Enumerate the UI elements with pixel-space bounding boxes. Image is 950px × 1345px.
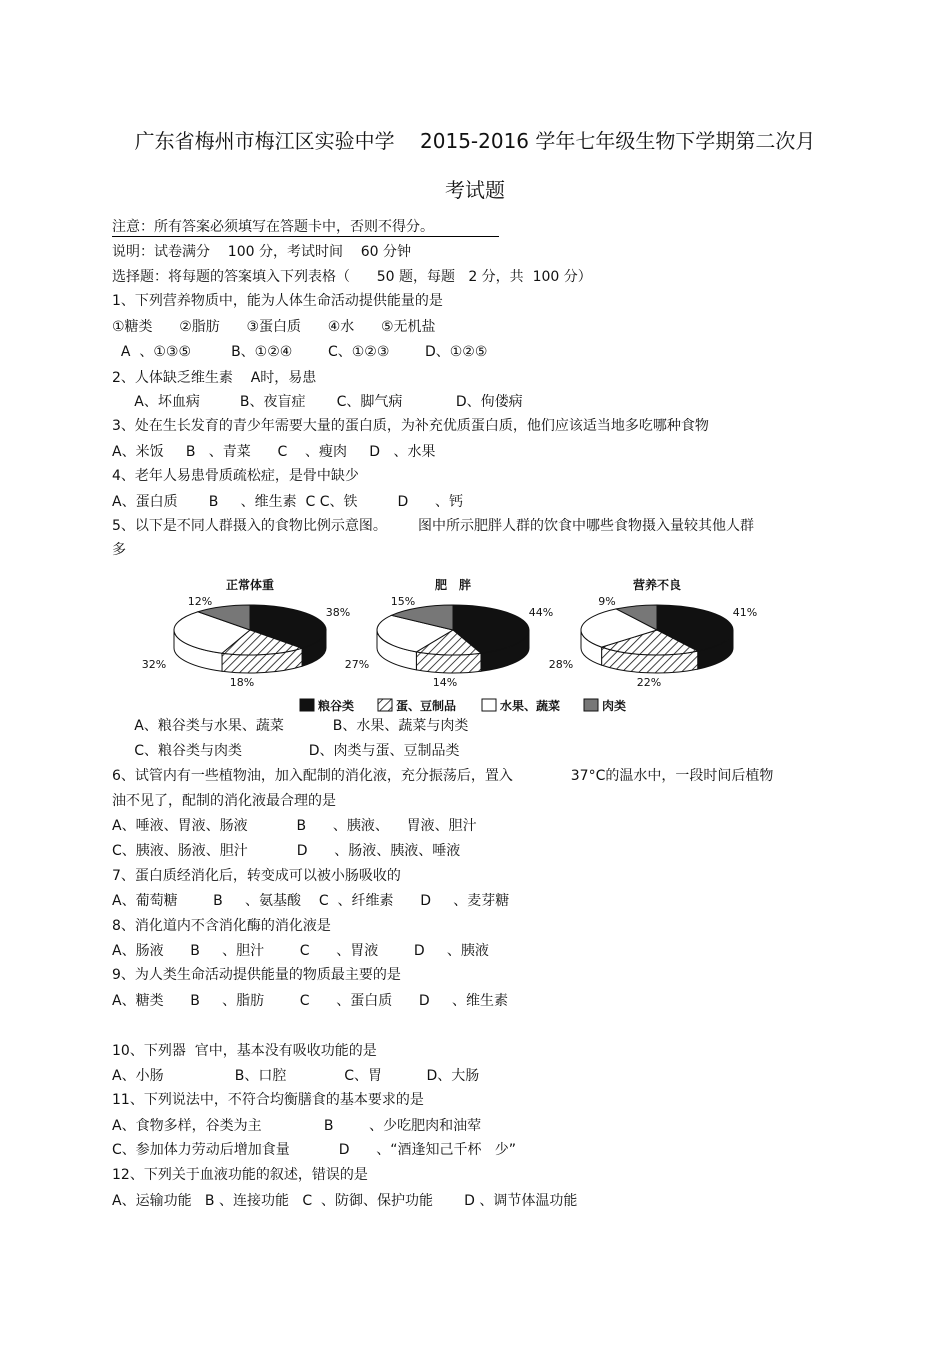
pie-value-label: 38%	[325, 606, 351, 619]
legend-swatch	[482, 699, 496, 711]
pie-value-label: 44%	[528, 606, 554, 619]
note-text: 注意：所有答案必须填写在答题卡中，否则不得分。	[112, 219, 434, 235]
question-option: A、葡萄糖 B 、氨基酸 C 、纤维素 D 、麦芽糖	[112, 893, 510, 909]
pie-value-label: 28%	[548, 658, 574, 671]
question-option: A、小肠 B、口腔 C、胃 D、大肠	[112, 1068, 480, 1084]
pie-value-label: 41%	[732, 606, 758, 619]
pie-value-label: 18%	[229, 676, 255, 689]
question-option: C、粮谷类与肉类 D、肉类与蛋、豆制品类	[112, 743, 460, 759]
question-stem: 9、为人类生命活动提供能量的物质最主要的是	[112, 967, 401, 983]
pie-charts-figure	[141, 572, 790, 722]
page-title-line2: 考试题	[445, 178, 505, 202]
question-stem: 4、老年人易患骨质疏松症，是骨中缺少	[112, 468, 359, 484]
question-stem: 5、以下是不同人群摄入的食物比例示意图。 图中所示肥胖人群的饮食中哪些食物摄入量较其他人群	[112, 518, 755, 534]
page-title-line1: 广东省梅州市梅江区实验中学 2015-2016 学年七年级生物下学期第二次月	[134, 129, 816, 153]
explain-text: 说明：试卷满分 100 分，考试时间 60 分钟	[112, 244, 412, 260]
question-stem: 11、下列说法中，不符合均衡膳食的基本要求的是	[112, 1092, 424, 1108]
legend-label: 水果、蔬菜	[500, 699, 561, 713]
pie-title: 营养不良	[632, 578, 682, 592]
pie-value-label: 12%	[187, 595, 213, 608]
question-option: A、坏血病 B、夜盲症 C、脚气病 D、佝偻病	[112, 394, 523, 410]
question-stem: 1、下列营养物质中，能为人体生命活动提供能量的是	[112, 293, 443, 309]
pie-value-label: 14%	[432, 676, 458, 689]
question-option: A、食物多样，谷类为主 B 、少吃肥肉和油荤	[112, 1118, 482, 1134]
legend-swatch	[378, 699, 392, 711]
section-text: 选择题：将每题的答案填入下列表格（ 50 题，每题 2 分，共 100 分）	[112, 269, 592, 285]
legend-swatch	[300, 699, 314, 711]
pie-value-label: 27%	[344, 658, 370, 671]
question-stem: 7、蛋白质经消化后，转变成可以被小肠吸收的	[112, 868, 401, 884]
pie-value-label: 15%	[390, 595, 416, 608]
question-option: A、运输功能 B 、连接功能 C 、防御、保护功能 D 、调节体温功能	[112, 1193, 578, 1209]
pie-value-label: 22%	[636, 676, 662, 689]
question-stem: 3、处在生长发育的青少年需要大量的蛋白质，为补充优质蛋白质，他们应该适当地多吃哪种食物	[112, 418, 709, 434]
question-option: C、参加体力劳动后增加食量 D 、“酒逢知己千杯 少”	[112, 1142, 517, 1158]
pie-title: 肥 胖	[434, 578, 472, 592]
question-stem-cont: 多	[112, 542, 126, 558]
question-option: C、胰液、肠液、胆汁 D 、肠液、胰液、唾液	[112, 843, 461, 859]
question-stem: 10、下列器 官中，基本没有吸收功能的是	[112, 1043, 377, 1059]
question-option: A、糖类 B 、脂肪 C 、蛋白质 D 、维生素	[112, 993, 508, 1009]
question-option: A、米饭 B 、青菜 C 、瘦肉 D 、水果	[112, 444, 436, 460]
question-stem: 2、人体缺乏维生素 A时，易患	[112, 370, 317, 386]
question-stem: 8、消化道内不含消化酶的消化液是	[112, 918, 331, 934]
question-option: A、粮谷类与水果、蔬菜 B、水果、蔬菜与肉类	[112, 718, 469, 734]
question-stem-cont: 油不见了，配制的消化液最合理的是	[112, 793, 336, 809]
legend-label: 肉类	[602, 699, 627, 713]
question-option: A、唾液、胃液、肠液 B 、胰液、 胃液、胆汁	[112, 818, 477, 834]
legend-label: 蛋、豆制品	[396, 699, 457, 713]
note-underline	[112, 236, 499, 237]
question-option: A 、①③⑤ B、①②④ C、①②③ D、①②⑤	[112, 344, 488, 360]
question-option: A、蛋白质 B 、维生素 C C、铁 D 、钙	[112, 494, 464, 510]
legend-swatch	[584, 699, 598, 711]
question-stem: 6、试管内有一些植物油，加入配制的消化液，充分振荡后，置入 37°C的温水中，一段时间后植物	[112, 768, 774, 784]
pie-value-label: 9%	[598, 595, 616, 608]
question-stem: 12、下列关于血液功能的叙述，错误的是	[112, 1167, 368, 1183]
legend-label: 粮谷类	[318, 699, 355, 713]
pie-value-label: 32%	[141, 658, 167, 671]
pie-title: 正常体重	[225, 578, 275, 592]
question-option: A、肠液 B 、胆汁 C 、胃液 D 、胰液	[112, 943, 489, 959]
question-option: ①糖类 ②脂肪 ③蛋白质 ④水 ⑤无机盐	[112, 319, 436, 335]
